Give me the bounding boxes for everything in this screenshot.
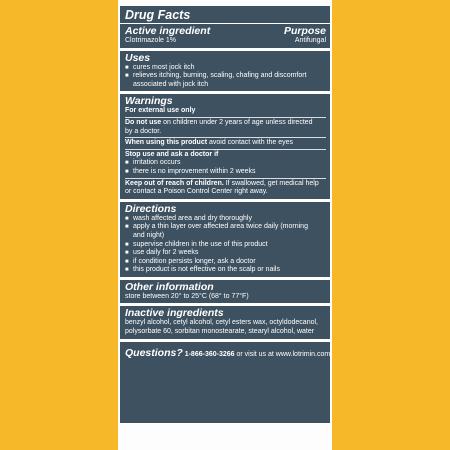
bullet-icon: ■	[125, 258, 129, 265]
inactive-ingredients-text: benzyl alcohol, cetyl alcohol, cetyl esters wax, octyldodecanol,	[125, 319, 318, 327]
directions-item: ■ if condition persists longer, ask a doctor	[125, 257, 256, 265]
bullet-icon: ■	[125, 73, 129, 80]
bullet-icon: ■	[125, 224, 129, 231]
directions-heading: Directions	[125, 202, 177, 215]
questions-row	[125, 343, 331, 361]
bullet-icon: ■	[125, 215, 129, 222]
uses-heading: Uses	[125, 51, 151, 64]
directions-item-continued: and night)	[133, 231, 165, 239]
questions-heading: Questions?	[125, 346, 183, 359]
uses-item: ■ relieves itching, burning, scaling, chafing and discomfort	[125, 72, 307, 80]
stop-use-item: ■ there is no improvement within 2 weeks	[125, 167, 256, 175]
drug-facts-panel	[120, 6, 330, 423]
other-information-heading: Other information	[125, 280, 214, 293]
keep-out-text: Keep out of reach of children. If swallowed, get medical help	[125, 179, 319, 187]
directions-item: ■ wash affected area and dry thoroughly	[125, 214, 252, 222]
stop-use-heading: Stop use and ask a doctor if	[125, 150, 219, 158]
when-using-text: When using this product avoid contact with the eyes	[125, 139, 294, 147]
directions-item: ■ supervise children in the use of this product	[125, 240, 268, 248]
active-ingredient-row	[125, 37, 326, 46]
bullet-icon: ■	[125, 267, 129, 274]
directions-item: ■ this product is not effective on the scalp or nails	[125, 266, 280, 274]
active-ingredient-header	[125, 25, 326, 37]
do-not-use-text-continued: by a doctor.	[125, 127, 162, 135]
bullet-icon: ■	[125, 250, 129, 257]
active-ingredient-value: Clotrimazole 1%	[125, 37, 176, 44]
warnings-heading: Warnings	[125, 95, 173, 108]
uses-item-continued: associated with jock itch	[133, 80, 209, 88]
bullet-icon: ■	[125, 241, 129, 248]
questions-phone: 1-866-360-3266	[182, 350, 235, 358]
inactive-ingredients-heading: Inactive ingredients	[125, 307, 224, 320]
other-information-text: store between 20° to 25°C (68° to 77°F)	[125, 292, 249, 300]
active-ingredient-heading: Active ingredient	[125, 25, 211, 37]
external-use-text: For external use only	[125, 107, 196, 115]
drug-facts-title: Drug Facts	[125, 8, 191, 22]
bullet-icon: ■	[125, 64, 129, 71]
stop-use-item: ■ irritation occurs	[125, 159, 181, 167]
bullet-icon: ■	[125, 168, 129, 175]
purpose-value: Antifungal	[294, 37, 326, 44]
questions-text: or visit us at www.lotrimin.com	[234, 350, 331, 358]
purpose-heading: Purpose	[283, 25, 326, 37]
do-not-use-text: Do not use on children under 2 years of age unless directed	[125, 118, 313, 126]
keep-out-text-continued: or contact a Poison Control Center right away.	[125, 188, 268, 196]
directions-item: ■ use daily for 2 weeks	[125, 249, 199, 257]
uses-item: ■ cures most jock itch	[125, 63, 195, 71]
directions-item: ■ apply a thin layer over affected area twice daily (morning	[125, 223, 308, 231]
bullet-icon: ■	[125, 160, 129, 167]
inactive-ingredients-text-continued: polysorbate 60, sorbitan monostearate, stearyl alcohol, water	[125, 328, 315, 336]
